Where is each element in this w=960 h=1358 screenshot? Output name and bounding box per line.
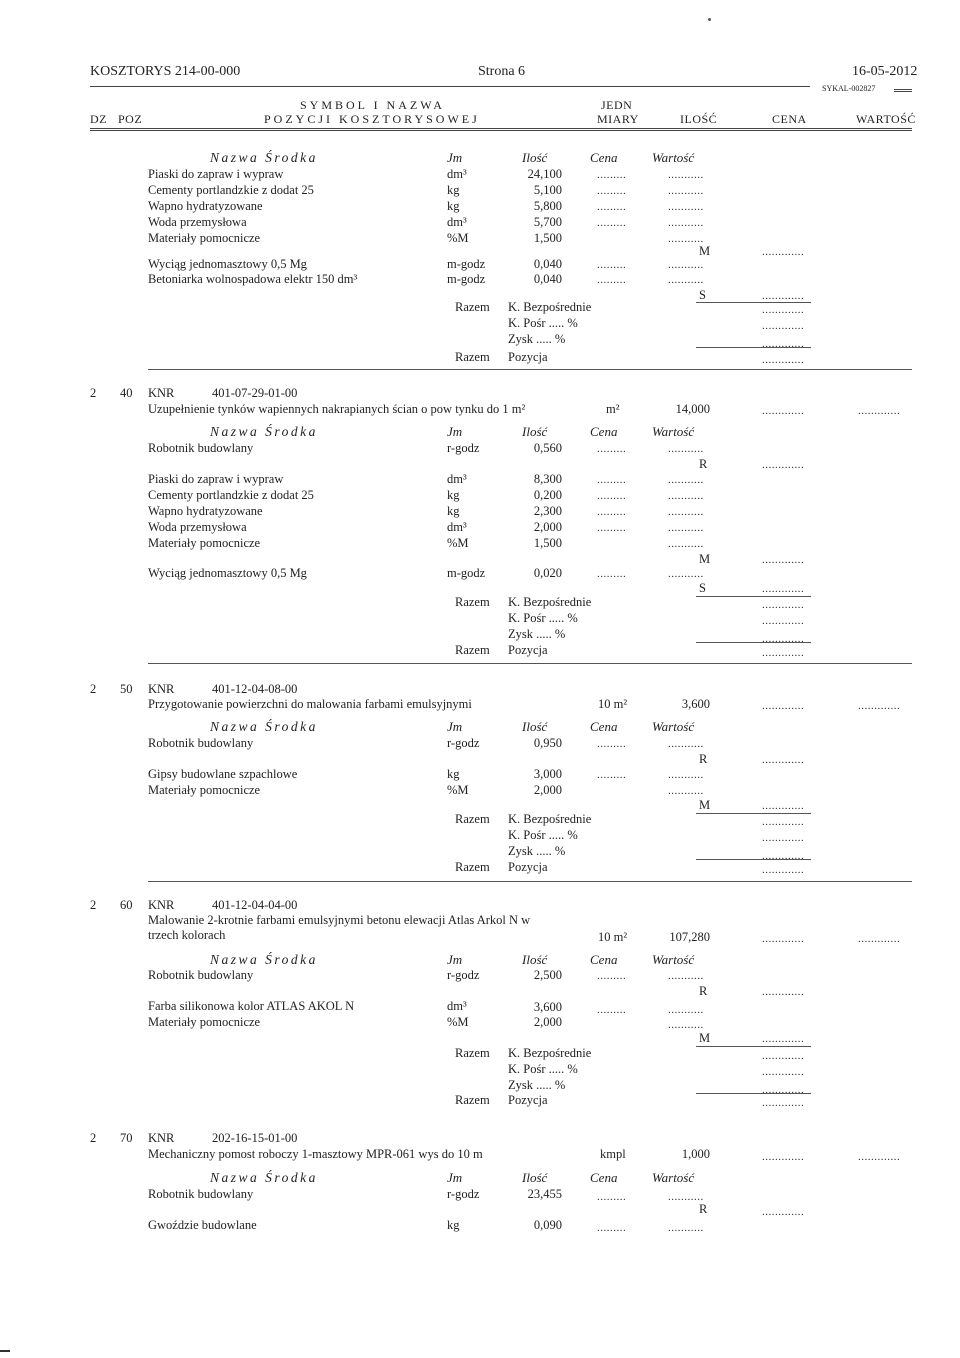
subtotal-r-label: R — [699, 984, 708, 998]
item-name: Wyciąg jednomasztowy 0,5 Mg — [148, 566, 307, 580]
item-name: Materiały pomocnicze — [148, 231, 261, 245]
zysk-label: Zysk ..... % — [508, 332, 566, 346]
col-pozycji-header: POZYCJI KOSZTORYSOWEJ — [264, 112, 480, 126]
razem-label: Razem — [455, 595, 490, 609]
posrednie-dots: ............. — [762, 832, 805, 844]
razem-label: Razem — [455, 812, 490, 826]
item-qty: 3,000 — [533, 767, 562, 781]
wartosc-dots: ........... — [668, 217, 704, 229]
item-jm: m-godz — [447, 566, 486, 580]
cena-dots: ......... — [597, 185, 627, 197]
col-cena-header: CENA — [772, 112, 807, 126]
position-cena-dots: ............. — [762, 405, 805, 417]
item-jm: %M — [447, 783, 469, 797]
col-dz-header: DZ — [90, 112, 107, 126]
position-knr: KNR — [148, 682, 175, 696]
posrednie-label: K. Pośr ..... % — [508, 1062, 578, 1076]
col-ilosc-header: ILOŚĆ — [680, 112, 718, 126]
bezposrednie-label: K. Bezpośrednie — [508, 595, 592, 609]
ilosc-header: Ilość — [522, 150, 548, 165]
item-qty: 8,300 — [533, 472, 562, 486]
posrednie-label: K. Pośr ..... % — [508, 828, 578, 842]
cena-dots: ......... — [597, 217, 627, 229]
position-poz: 70 — [120, 1131, 133, 1145]
position-knr: KNR — [148, 1131, 175, 1145]
header-rule-top — [90, 86, 810, 87]
position-qty: 14,000 — [675, 402, 710, 416]
nazwa-header: Nazwa Środka — [210, 1170, 318, 1185]
pozycja-label: Pozycja — [508, 1093, 548, 1107]
subtotal-m-dots: ............. — [762, 246, 805, 258]
nazwa-header: Nazwa Środka — [210, 150, 318, 165]
col-wartosc-header: WARTOŚĆ — [856, 112, 916, 126]
subtotal-rule — [696, 596, 811, 597]
item-jm: kg — [447, 1218, 460, 1232]
item-jm: kg — [447, 488, 460, 502]
nazwa-header: Nazwa Środka — [210, 719, 318, 734]
posrednie-dots: ............. — [762, 1066, 805, 1078]
cena-dots: ......... — [597, 474, 627, 486]
item-qty: 5,700 — [533, 215, 562, 229]
subtotal-s-dots: ............. — [762, 290, 805, 302]
position-wartosc-dots: ............. — [858, 405, 901, 417]
item-jm: %M — [447, 1015, 469, 1029]
wartosc-dots: ........... — [668, 769, 704, 781]
item-name: Gipsy budowlane szpachlowe — [148, 767, 298, 781]
position-poz: 40 — [120, 386, 133, 400]
item-name: Robotnik budowlany — [148, 1187, 254, 1201]
item-jm: kg — [447, 767, 460, 781]
subtotal-m-label: M — [699, 244, 711, 258]
position-qty: 107,280 — [669, 930, 710, 944]
position-wartosc-dots: ............. — [858, 1151, 901, 1163]
item-jm: r-godz — [447, 441, 480, 455]
jm-header: Jm — [447, 952, 463, 967]
bezposrednie-dots: ............. — [762, 1050, 805, 1062]
wartosc-dots: ........... — [668, 233, 704, 245]
cena-dots: ......... — [597, 522, 627, 534]
wartosc-dots: ........... — [668, 474, 704, 486]
item-qty: 2,000 — [533, 520, 562, 534]
nazwa-header: Nazwa Środka — [210, 424, 318, 439]
item-name: Robotnik budowlany — [148, 441, 254, 455]
item-name: Piaski do zapraw i wypraw — [148, 167, 284, 181]
subtotal-r-label: R — [699, 457, 708, 471]
report-title: KOSZTORYS 214-00-000 — [90, 64, 241, 79]
cena-dots: ......... — [597, 490, 627, 502]
position-poz: 60 — [120, 898, 133, 912]
position-dz: 2 — [90, 898, 97, 912]
pozycja-dots: ............. — [762, 1097, 805, 1109]
position-cena-dots: ............. — [762, 1151, 805, 1163]
subtotal-m-dots: ............. — [762, 1033, 805, 1045]
position-description: Malowanie 2-krotnie farbami emulsyjnymi betonu elewacji Atlas Arkol N w — [148, 913, 531, 927]
razem-label: Razem — [455, 300, 490, 314]
jm-header: Jm — [447, 424, 463, 439]
subtotal-m-dots: ............. — [762, 800, 805, 812]
posrednie-label: K. Pośr ..... % — [508, 316, 578, 330]
position-description: Przygotowanie powierzchni do malowania farbami emulsyjnymi — [148, 697, 472, 711]
position-description-cont: trzech kolorach — [148, 928, 226, 942]
item-qty: 1,500 — [533, 536, 562, 550]
subtotal-r-dots: ............. — [762, 459, 805, 471]
razem-label: Razem — [455, 1093, 490, 1107]
subtotal-r-dots: ............. — [762, 986, 805, 998]
position-code: 401-07-29-01-00 — [212, 386, 298, 400]
wartosc-dots: ........... — [668, 274, 704, 286]
subtotal-m-label: M — [699, 1031, 711, 1045]
page-number: Strona 6 — [478, 64, 526, 79]
pozycja-dots: ............. — [762, 354, 805, 366]
posrednie-label: K. Pośr ..... % — [508, 611, 578, 625]
wartosc-dots: ........... — [668, 443, 704, 455]
cena-dots: ......... — [597, 970, 627, 982]
cena-header: Cena — [590, 424, 618, 439]
wartosc-dots: ........... — [668, 1004, 704, 1016]
item-qty: 3,600 — [533, 1000, 562, 1014]
posrednie-dots: ............. — [762, 615, 805, 627]
item-jm: %M — [447, 231, 469, 245]
position-cena-dots: ............. — [762, 700, 805, 712]
razem-label: Razem — [455, 1046, 490, 1060]
item-name: Woda przemysłowa — [148, 520, 247, 534]
subtotal-s-label: S — [699, 288, 706, 302]
subtotal-rule — [696, 813, 811, 814]
wartosc-dots: ........... — [668, 185, 704, 197]
cena-dots: ......... — [597, 274, 627, 286]
item-qty: 5,800 — [533, 199, 562, 213]
item-name: Cementy portlandzkie z dodat 25 — [148, 488, 314, 502]
cena-dots: ......... — [597, 1191, 627, 1203]
razem-label: Razem — [455, 860, 490, 874]
position-unit: m² — [606, 402, 620, 416]
wartosc-header: Wartość — [652, 1170, 695, 1185]
wartosc-dots: ........... — [668, 490, 704, 502]
razem-label: Razem — [455, 350, 490, 364]
item-name: Betoniarka wolnospadowa elektr 150 dm³ — [148, 272, 358, 286]
zysk-label: Zysk ..... % — [508, 844, 566, 858]
position-dz: 2 — [90, 682, 97, 696]
item-qty: 2,000 — [533, 1015, 562, 1029]
position-description: Mechaniczny pomost roboczy 1-masztowy MPR-061 wys do 10 m — [148, 1147, 483, 1161]
item-jm: %M — [447, 536, 469, 550]
item-name: Farba silikonowa kolor ATLAS AKOL N — [148, 999, 355, 1013]
position-knr: KNR — [148, 386, 175, 400]
item-name: Wapno hydratyzowane — [148, 199, 263, 213]
item-qty: 5,100 — [533, 183, 562, 197]
item-jm: dm³ — [447, 215, 467, 229]
section-separator — [148, 663, 912, 664]
position-unit: kmpl — [600, 1147, 626, 1161]
item-jm: dm³ — [447, 999, 467, 1013]
subtotal-m-dots: ............. — [762, 554, 805, 566]
col-symbol-header: SYMBOL I NAZWA — [300, 98, 445, 112]
position-qty: 1,000 — [681, 1147, 710, 1161]
subtotal-rule — [696, 1046, 811, 1047]
item-jm: m-godz — [447, 257, 486, 271]
wartosc-dots: ........... — [668, 538, 704, 550]
item-name: Robotnik budowlany — [148, 968, 254, 982]
section-separator — [148, 881, 912, 882]
wartosc-dots: ........... — [668, 1191, 704, 1203]
item-qty: 2,000 — [533, 783, 562, 797]
cena-dots: ......... — [597, 506, 627, 518]
bezposrednie-label: K. Bezpośrednie — [508, 812, 592, 826]
pozycja-dots: ............. — [762, 864, 805, 876]
position-dz: 2 — [90, 1131, 97, 1145]
wartosc-dots: ........... — [668, 522, 704, 534]
item-jm: dm³ — [447, 520, 467, 534]
position-unit: 10 m² — [598, 697, 628, 711]
pozycja-label: Pozycja — [508, 350, 548, 364]
subtotal-s-label: S — [699, 581, 706, 595]
cena-header: Cena — [590, 719, 618, 734]
subtotal-rule — [696, 302, 811, 303]
jm-header: Jm — [447, 719, 463, 734]
subtotal-r-label: R — [699, 1202, 708, 1216]
item-name: Cementy portlandzkie z dodat 25 — [148, 183, 314, 197]
zysk-dots: ............. — [762, 338, 805, 350]
cena-header: Cena — [590, 150, 618, 165]
position-wartosc-dots: ............. — [858, 933, 901, 945]
bezposrednie-dots: ............. — [762, 304, 805, 316]
section-separator — [148, 369, 912, 370]
jm-header: Jm — [447, 1170, 463, 1185]
item-jm: kg — [447, 504, 460, 518]
position-cena-dots: ............. — [762, 933, 805, 945]
subtotal-m-label: M — [699, 798, 711, 812]
item-jm: r-godz — [447, 736, 480, 750]
item-qty: 0,020 — [533, 566, 562, 580]
position-poz: 50 — [120, 682, 133, 696]
pozycja-label: Pozycja — [508, 643, 548, 657]
cena-dots: ......... — [597, 443, 627, 455]
ilosc-header: Ilość — [522, 719, 548, 734]
item-jm: dm³ — [447, 167, 467, 181]
item-jm: kg — [447, 199, 460, 213]
ilosc-header: Ilość — [522, 952, 548, 967]
wartosc-dots: ........... — [668, 506, 704, 518]
item-qty: 2,300 — [533, 504, 562, 518]
col-jedn-header: JEDN — [601, 98, 633, 112]
cena-header: Cena — [590, 952, 618, 967]
cena-dots: ......... — [597, 568, 627, 580]
item-jm: kg — [447, 183, 460, 197]
position-knr: KNR — [148, 898, 175, 912]
item-name: Robotnik budowlany — [148, 736, 254, 750]
position-qty: 3,600 — [681, 697, 710, 711]
cena-dots: ......... — [597, 201, 627, 213]
zysk-dots: ............. — [762, 1084, 805, 1096]
scan-mark — [0, 1350, 10, 1352]
ilosc-header: Ilość — [522, 1170, 548, 1185]
zysk-dots: ............. — [762, 633, 805, 645]
position-wartosc-dots: ............. — [858, 700, 901, 712]
position-code: 401-12-04-08-00 — [212, 682, 298, 696]
item-qty: 0,560 — [533, 441, 562, 455]
wartosc-dots: ........... — [668, 201, 704, 213]
wartosc-header: Wartość — [652, 952, 695, 967]
nazwa-header: Nazwa Środka — [210, 952, 318, 967]
pozycja-dots: ............. — [762, 647, 805, 659]
bezposrednie-label: K. Bezpośrednie — [508, 1046, 592, 1060]
header-rule-bottom — [90, 128, 912, 131]
item-qty: 0,040 — [533, 257, 562, 271]
item-jm: r-godz — [447, 1187, 480, 1201]
subtotal-r-dots: ............. — [762, 1206, 805, 1218]
report-code: SYKAL-002827 — [822, 84, 876, 93]
item-qty: 2,500 — [533, 968, 562, 982]
wartosc-dots: ........... — [668, 970, 704, 982]
col-poz-header: POZ — [118, 112, 143, 126]
item-qty: 24,100 — [527, 167, 562, 181]
bezposrednie-dots: ............. — [762, 599, 805, 611]
item-jm: r-godz — [447, 968, 480, 982]
wartosc-dots: ........... — [668, 259, 704, 271]
posrednie-dots: ............. — [762, 320, 805, 332]
ilosc-header: Ilość — [522, 424, 548, 439]
item-name: Woda przemysłowa — [148, 215, 247, 229]
wartosc-header: Wartość — [652, 150, 695, 165]
item-qty: 23,455 — [527, 1187, 562, 1201]
wartosc-dots: ........... — [668, 1019, 704, 1031]
cena-dots: ......... — [597, 169, 627, 181]
zysk-label: Zysk ..... % — [508, 627, 566, 641]
position-code: 401-12-04-04-00 — [212, 898, 298, 912]
razem-label: Razem — [455, 643, 490, 657]
header-rule-mark — [894, 89, 912, 92]
cena-dots: ......... — [597, 738, 627, 750]
subtotal-m-label: M — [699, 552, 711, 566]
wartosc-dots: ........... — [668, 169, 704, 181]
position-description: Uzupełnienie tynków wapiennych nakrapianych ścian o pow tynku do 1 m² — [148, 402, 526, 416]
zysk-dots: ............. — [762, 850, 805, 862]
item-name: Piaski do zapraw i wypraw — [148, 472, 284, 486]
item-name: Materiały pomocnicze — [148, 536, 261, 550]
cena-dots: ......... — [597, 1004, 627, 1016]
jm-header: Jm — [447, 150, 463, 165]
item-qty: 1,500 — [533, 231, 562, 245]
subtotal-r-label: R — [699, 752, 708, 766]
subtotal-s-dots: ............. — [762, 583, 805, 595]
wartosc-dots: ........... — [668, 568, 704, 580]
pozycja-label: Pozycja — [508, 860, 548, 874]
position-unit: 10 m² — [598, 930, 628, 944]
item-jm: dm³ — [447, 472, 467, 486]
item-qty: 0,200 — [533, 488, 562, 502]
position-dz: 2 — [90, 386, 97, 400]
bezposrednie-label: K. Bezpośrednie — [508, 300, 592, 314]
wartosc-dots: ........... — [668, 785, 704, 797]
position-code: 202-16-15-01-00 — [212, 1131, 298, 1145]
wartosc-header: Wartość — [652, 424, 695, 439]
zysk-label: Zysk ..... % — [508, 1078, 566, 1092]
item-qty: 0,040 — [533, 272, 562, 286]
cena-dots: ......... — [597, 1222, 627, 1234]
item-name: Gwoździe budowlane — [148, 1218, 257, 1232]
wartosc-dots: ........... — [668, 738, 704, 750]
item-qty: 0,950 — [533, 736, 562, 750]
item-qty: 0,090 — [533, 1218, 562, 1232]
subtotal-r-dots: ............. — [762, 754, 805, 766]
item-name: Materiały pomocnicze — [148, 1015, 261, 1029]
item-jm: m-godz — [447, 272, 486, 286]
report-date: 16-05-2012 — [852, 64, 918, 79]
cena-header: Cena — [590, 1170, 618, 1185]
item-name: Materiały pomocnicze — [148, 783, 261, 797]
wartosc-header: Wartość — [652, 719, 695, 734]
item-name: Wyciąg jednomasztowy 0,5 Mg — [148, 257, 307, 271]
cena-dots: ......... — [597, 769, 627, 781]
cena-dots: ......... — [597, 259, 627, 271]
bezposrednie-dots: ............. — [762, 816, 805, 828]
scan-speck — [708, 18, 711, 21]
item-name: Wapno hydratyzowane — [148, 504, 263, 518]
col-miary-header: MIARY — [597, 112, 639, 126]
wartosc-dots: ........... — [668, 1222, 704, 1234]
